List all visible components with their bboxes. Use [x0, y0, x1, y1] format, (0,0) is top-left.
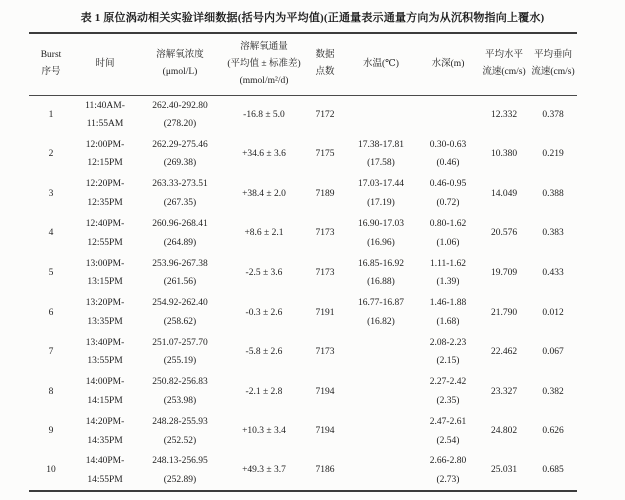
cell-line: (269.38) — [163, 158, 197, 169]
cell-depth — [417, 135, 479, 175]
col-header-label: 平均水平 — [484, 50, 523, 61]
cell-conc — [137, 451, 223, 491]
cell-vvel: 0.382 — [542, 386, 564, 397]
cell-line: 12:40PM- — [85, 219, 125, 230]
cell-line: 13:35PM — [87, 316, 123, 327]
cell-temp — [345, 451, 417, 491]
cell-line: 13:20PM- — [85, 298, 125, 309]
cell-flux: -2.5 ± 3.6 — [245, 267, 283, 278]
cell-vvel: 0.685 — [542, 465, 564, 476]
cell-line: 253.96-267.38 — [152, 258, 208, 269]
cell-points: 7186 — [315, 465, 335, 476]
cell-time — [73, 293, 137, 333]
cell-hvel: 20.576 — [490, 228, 518, 239]
cell-vvel: 0.626 — [542, 426, 564, 437]
cell-line: 263.33-273.51 — [152, 179, 208, 190]
cell-burst: 8 — [48, 386, 54, 397]
col-header-label: 水温(℃) — [363, 58, 399, 69]
cell-depth — [417, 333, 479, 373]
cell-line: (0.72) — [436, 197, 460, 208]
cell-line — [345, 97, 417, 116]
cell-line: 11:55AM — [86, 119, 124, 130]
cell-line: (2.73) — [436, 474, 460, 485]
cell-vvel: 0.378 — [542, 109, 564, 120]
cell-flux: +10.3 ± 3.4 — [242, 426, 286, 437]
cell-line — [345, 352, 417, 371]
cell-line: 12:55PM — [87, 237, 123, 248]
cell-time — [73, 412, 137, 452]
cell-conc — [137, 253, 223, 293]
cell-line: 248.28-255.93 — [152, 417, 208, 428]
cell-line: 17.38-17.81 — [358, 139, 404, 150]
cell-time — [73, 372, 137, 412]
cell-line: 13:55PM — [87, 356, 123, 367]
table-row — [29, 293, 577, 333]
cell-line: 1.11-1.62 — [429, 258, 467, 269]
cell-depth — [417, 214, 479, 254]
cell-line: (267.35) — [163, 197, 197, 208]
cell-hvel: 23.327 — [490, 386, 518, 397]
cell-depth — [417, 451, 479, 491]
cell-line — [345, 413, 417, 432]
cell-line: (1.06) — [436, 237, 460, 248]
cell-hvel: 10.380 — [490, 149, 518, 160]
cell-depth — [417, 95, 479, 135]
cell-temp — [345, 293, 417, 333]
cell-temp — [345, 412, 417, 452]
cell-time — [73, 451, 137, 491]
col-header-label: 溶解氧浓度 — [156, 50, 204, 61]
cell-hvel: 25.031 — [490, 465, 518, 476]
col-header-points — [305, 33, 345, 95]
cell-hvel: 19.709 — [490, 267, 518, 278]
cell-temp — [345, 95, 417, 135]
cell-burst: 1 — [48, 109, 54, 120]
cell-line: 16.85-16.92 — [358, 258, 404, 269]
cell-line: (253.98) — [163, 395, 197, 406]
cell-vvel: 0.433 — [542, 267, 564, 278]
cell-line: (2.54) — [436, 435, 460, 446]
cell-burst: 2 — [48, 149, 54, 160]
cell-time — [73, 214, 137, 254]
cell-line: 250.82-256.83 — [152, 377, 208, 388]
cell-line: (258.62) — [163, 316, 197, 327]
cell-flux: +49.3 ± 3.7 — [242, 465, 286, 476]
cell-points: 7172 — [315, 109, 335, 120]
col-header-label: (mmol/m²/d) — [239, 75, 289, 86]
header-row — [29, 33, 577, 95]
cell-burst: 6 — [48, 307, 54, 318]
data-table — [29, 32, 577, 492]
cell-points: 7175 — [315, 149, 335, 160]
cell-time — [73, 135, 137, 175]
cell-depth — [417, 412, 479, 452]
cell-line: 262.40-292.80 — [152, 100, 208, 111]
col-header-vvel — [529, 33, 577, 95]
cell-line: (264.89) — [163, 237, 197, 248]
cell-line: (16.96) — [367, 237, 395, 248]
cell-conc — [137, 214, 223, 254]
cell-line — [345, 115, 417, 134]
cell-points: 7189 — [315, 188, 335, 199]
cell-line: 14:15PM — [87, 395, 123, 406]
cell-line: (278.20) — [163, 119, 197, 130]
cell-time — [73, 253, 137, 293]
cell-line: 14:20PM- — [85, 417, 125, 428]
cell-line: 260.96-268.41 — [152, 219, 208, 230]
cell-burst: 10 — [46, 465, 56, 476]
cell-line: (17.19) — [367, 197, 395, 208]
cell-line: 2.66-2.80 — [429, 456, 467, 467]
cell-points: 7173 — [315, 228, 335, 239]
col-header-label: Burst — [40, 50, 62, 61]
cell-line: 14:55PM — [87, 474, 123, 485]
col-header-time — [73, 33, 137, 95]
table-row — [29, 174, 577, 214]
cell-line: (1.68) — [436, 316, 460, 327]
cell-line — [417, 115, 479, 134]
cell-hvel: 22.462 — [490, 347, 518, 358]
table-header — [29, 33, 577, 95]
col-header-label: (μmol/L) — [162, 67, 198, 78]
cell-vvel: 0.219 — [542, 149, 564, 160]
cell-line: (261.56) — [163, 277, 197, 288]
cell-line: 251.07-257.70 — [152, 337, 208, 348]
cell-burst: 7 — [48, 347, 54, 358]
cell-line — [345, 392, 417, 411]
cell-temp — [345, 372, 417, 412]
cell-flux: +34.6 ± 3.6 — [242, 149, 286, 160]
cell-line: (16.82) — [367, 316, 395, 327]
cell-flux: -0.3 ± 2.6 — [245, 307, 283, 318]
cell-line: 12:00PM- — [85, 139, 125, 150]
cell-temp — [345, 253, 417, 293]
cell-time — [73, 174, 137, 214]
cell-line: 2.47-2.61 — [429, 417, 467, 428]
cell-line — [345, 471, 417, 490]
table-row — [29, 372, 577, 412]
cell-depth — [417, 293, 479, 333]
cell-points: 7191 — [315, 307, 335, 318]
cell-line: 14:40PM- — [85, 456, 125, 467]
col-header-label: 溶解氧通量 — [240, 41, 288, 52]
cell-conc — [137, 293, 223, 333]
cell-vvel: 0.067 — [542, 347, 564, 358]
table-row — [29, 214, 577, 254]
cell-vvel: 0.383 — [542, 228, 564, 239]
cell-depth — [417, 372, 479, 412]
cell-line: 0.46-0.95 — [429, 179, 467, 190]
col-header-temp — [345, 33, 417, 95]
cell-vvel: 0.012 — [542, 307, 564, 318]
cell-points: 7194 — [315, 386, 335, 397]
cell-line: (255.19) — [163, 356, 197, 367]
cell-line: 13:15PM — [87, 277, 123, 288]
cell-flux: +8.6 ± 2.1 — [244, 228, 284, 239]
col-header-label: 时间 — [95, 58, 115, 69]
cell-line: 12:35PM — [87, 197, 123, 208]
cell-line: (2.35) — [436, 395, 460, 406]
cell-flux: -5.8 ± 2.6 — [245, 347, 283, 358]
cell-line: 2.08-2.23 — [429, 337, 467, 348]
col-header-label: 平均垂向 — [533, 50, 572, 61]
cell-temp — [345, 333, 417, 373]
cell-hvel: 21.790 — [490, 307, 518, 318]
cell-line — [345, 452, 417, 471]
cell-line: 16.90-17.03 — [358, 219, 404, 230]
cell-line: 13:00PM- — [85, 258, 125, 269]
cell-line: (252.89) — [163, 474, 197, 485]
cell-line: 0.80-1.62 — [429, 219, 467, 230]
cell-line: 0.30-0.63 — [429, 139, 467, 150]
cell-burst: 3 — [48, 188, 54, 199]
cell-temp — [345, 214, 417, 254]
cell-line: (1.39) — [436, 277, 460, 288]
table-row — [29, 412, 577, 452]
cell-temp — [345, 135, 417, 175]
table-body — [29, 95, 577, 491]
cell-line: 14:35PM — [87, 435, 123, 446]
col-header-label: 流速(cm/s) — [482, 67, 526, 78]
col-header-label: 点数 — [315, 67, 335, 78]
table-row — [29, 135, 577, 175]
cell-flux: -2.1 ± 2.8 — [245, 386, 283, 397]
cell-flux: +38.4 ± 2.0 — [242, 188, 286, 199]
col-header-conc — [137, 33, 223, 95]
table-row — [29, 253, 577, 293]
cell-line: 12:15PM — [87, 158, 123, 169]
cell-line: (16.88) — [367, 277, 395, 288]
cell-line: (2.15) — [436, 356, 460, 367]
col-header-hvel — [479, 33, 529, 95]
cell-depth — [417, 253, 479, 293]
cell-line: 11:40AM- — [85, 100, 125, 111]
cell-line: 12:20PM- — [85, 179, 125, 190]
cell-conc — [137, 412, 223, 452]
col-header-label: (平均值 ± 标准差) — [227, 58, 301, 69]
cell-line: 248.13-256.95 — [152, 456, 208, 467]
cell-depth — [417, 174, 479, 214]
table-caption: 表 1 原位涡动相关实验详细数据(括号内为平均值)(正通量表示通量方向为从沉积物指向上覆水) — [80, 12, 545, 24]
cell-line — [417, 97, 479, 116]
cell-burst: 5 — [48, 267, 54, 278]
col-header-flux — [223, 33, 305, 95]
cell-line: 17.03-17.44 — [358, 179, 404, 190]
cell-points: 7194 — [315, 426, 335, 437]
cell-time — [73, 333, 137, 373]
cell-line: (17.58) — [367, 158, 395, 169]
cell-line: 2.27-2.42 — [429, 377, 467, 388]
table-row — [29, 95, 577, 135]
col-header-label: 数据 — [315, 50, 335, 61]
cell-line — [345, 432, 417, 451]
cell-points: 7173 — [315, 347, 335, 358]
cell-line: 16.77-16.87 — [358, 298, 404, 309]
cell-vvel: 0.388 — [542, 188, 564, 199]
cell-conc — [137, 95, 223, 135]
cell-hvel: 24.802 — [490, 426, 518, 437]
cell-conc — [137, 333, 223, 373]
cell-conc — [137, 174, 223, 214]
cell-line: (0.46) — [436, 158, 460, 169]
cell-line: 254.92-262.40 — [152, 298, 208, 309]
col-header-burst — [29, 33, 73, 95]
col-header-label: 序号 — [41, 67, 61, 78]
col-header-label: 流速(cm/s) — [531, 67, 575, 78]
cell-line — [345, 373, 417, 392]
cell-line: 262.29-275.46 — [152, 139, 208, 150]
cell-line — [345, 334, 417, 353]
cell-hvel: 12.332 — [490, 109, 518, 120]
cell-line: (252.52) — [163, 435, 197, 446]
cell-burst: 9 — [48, 426, 54, 437]
cell-burst: 4 — [48, 228, 54, 239]
col-header-label: 水深(m) — [431, 58, 465, 69]
cell-hvel: 14.049 — [490, 188, 518, 199]
cell-conc — [137, 372, 223, 412]
cell-points: 7173 — [315, 267, 335, 278]
col-header-depth — [417, 33, 479, 95]
cell-conc — [137, 135, 223, 175]
table-row — [29, 451, 577, 491]
cell-line: 13:40PM- — [85, 337, 125, 348]
cell-time — [73, 95, 137, 135]
cell-temp — [345, 174, 417, 214]
cell-flux: -16.8 ± 5.0 — [243, 109, 285, 120]
table-row — [29, 333, 577, 373]
cell-line: 1.46-1.88 — [429, 298, 467, 309]
cell-line: 14:00PM- — [85, 377, 125, 388]
